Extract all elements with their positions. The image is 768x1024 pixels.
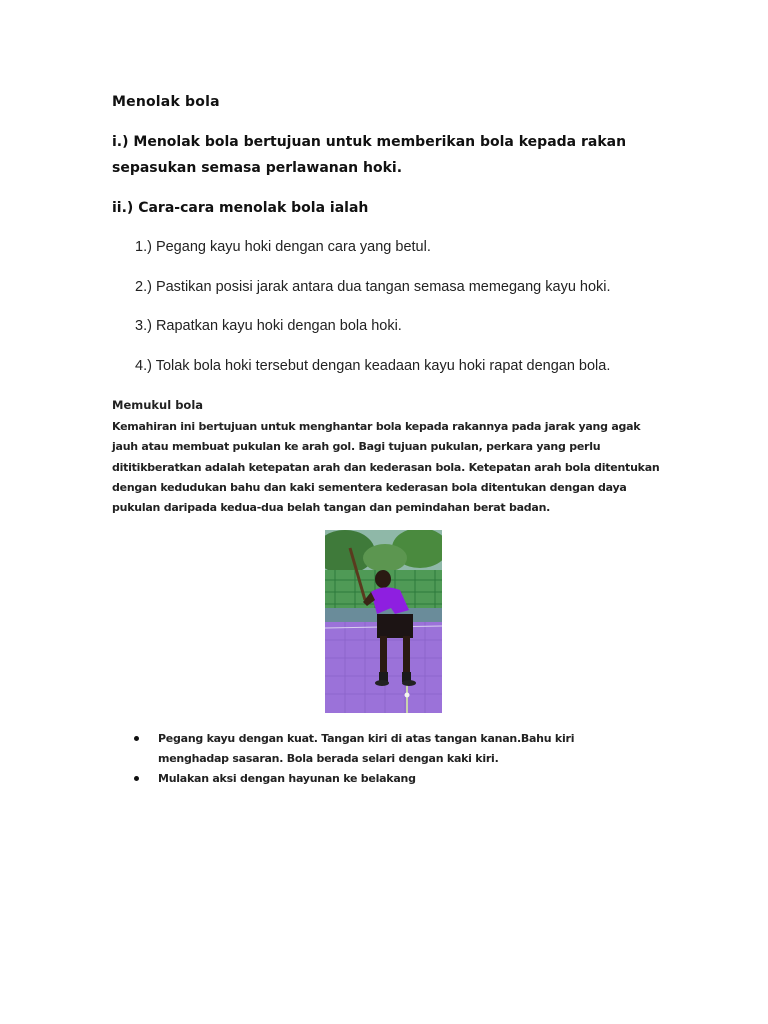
step-3: 3.) Rapatkan kayu hoki dengan bola hoki. [135,318,402,334]
list-item [112,769,632,789]
bullet-text: Pegang kayu dengan kuat. Tangan kiri di atas tangan kanan.Bahu kiri menghadap sasaran. Bola berada selari dengan kaki kiri. [158,732,575,765]
section-title-memukul: Memukul bola [112,398,204,412]
step-2: 2.) Pastikan posisi jarak antara dua tangan semasa memegang kayu hoki. [135,279,611,295]
point-2: ii.) Cara-cara menolak bola ialah [112,200,369,216]
list-item [112,729,632,769]
section-title-menolak: Menolak bola [112,94,220,110]
hockey-player-photo [325,530,442,713]
bullet-text: Mulakan aksi dengan hayunan ke belakang [158,772,416,785]
bullet-icon [134,776,139,781]
step-1: 1.) Pegang kayu hoki dengan cara yang betul. [135,239,431,255]
step-4: 4.) Tolak bola hoki tersebut dengan keadaan kayu hoki rapat dengan bola. [135,358,611,374]
memukul-steps-list [112,729,632,789]
memukul-paragraph: Kemahiran ini bertujuan untuk menghantar bola kepada rakannya pada jarak yang agak jauh atau membuat pukulan ke arah gol. Bagi tujuan pukulan, perkara yang perlu dititikberatkan adalah ketepatan arah dan kederasan bola. Ketepatan arah bola ditentukan dengan kedudukan bahu dan kaki sementera kederasan bola ditentukan dengan daya pukulan daripada kedua-dua belah tangan dan pemindahan berat badan. [112,420,660,515]
bullet-icon [134,736,139,741]
point-1: i.) Menolak bola bertujuan untuk memberikan bola kepada rakan sepasukan semasa perlawanan hoki. [112,134,627,176]
